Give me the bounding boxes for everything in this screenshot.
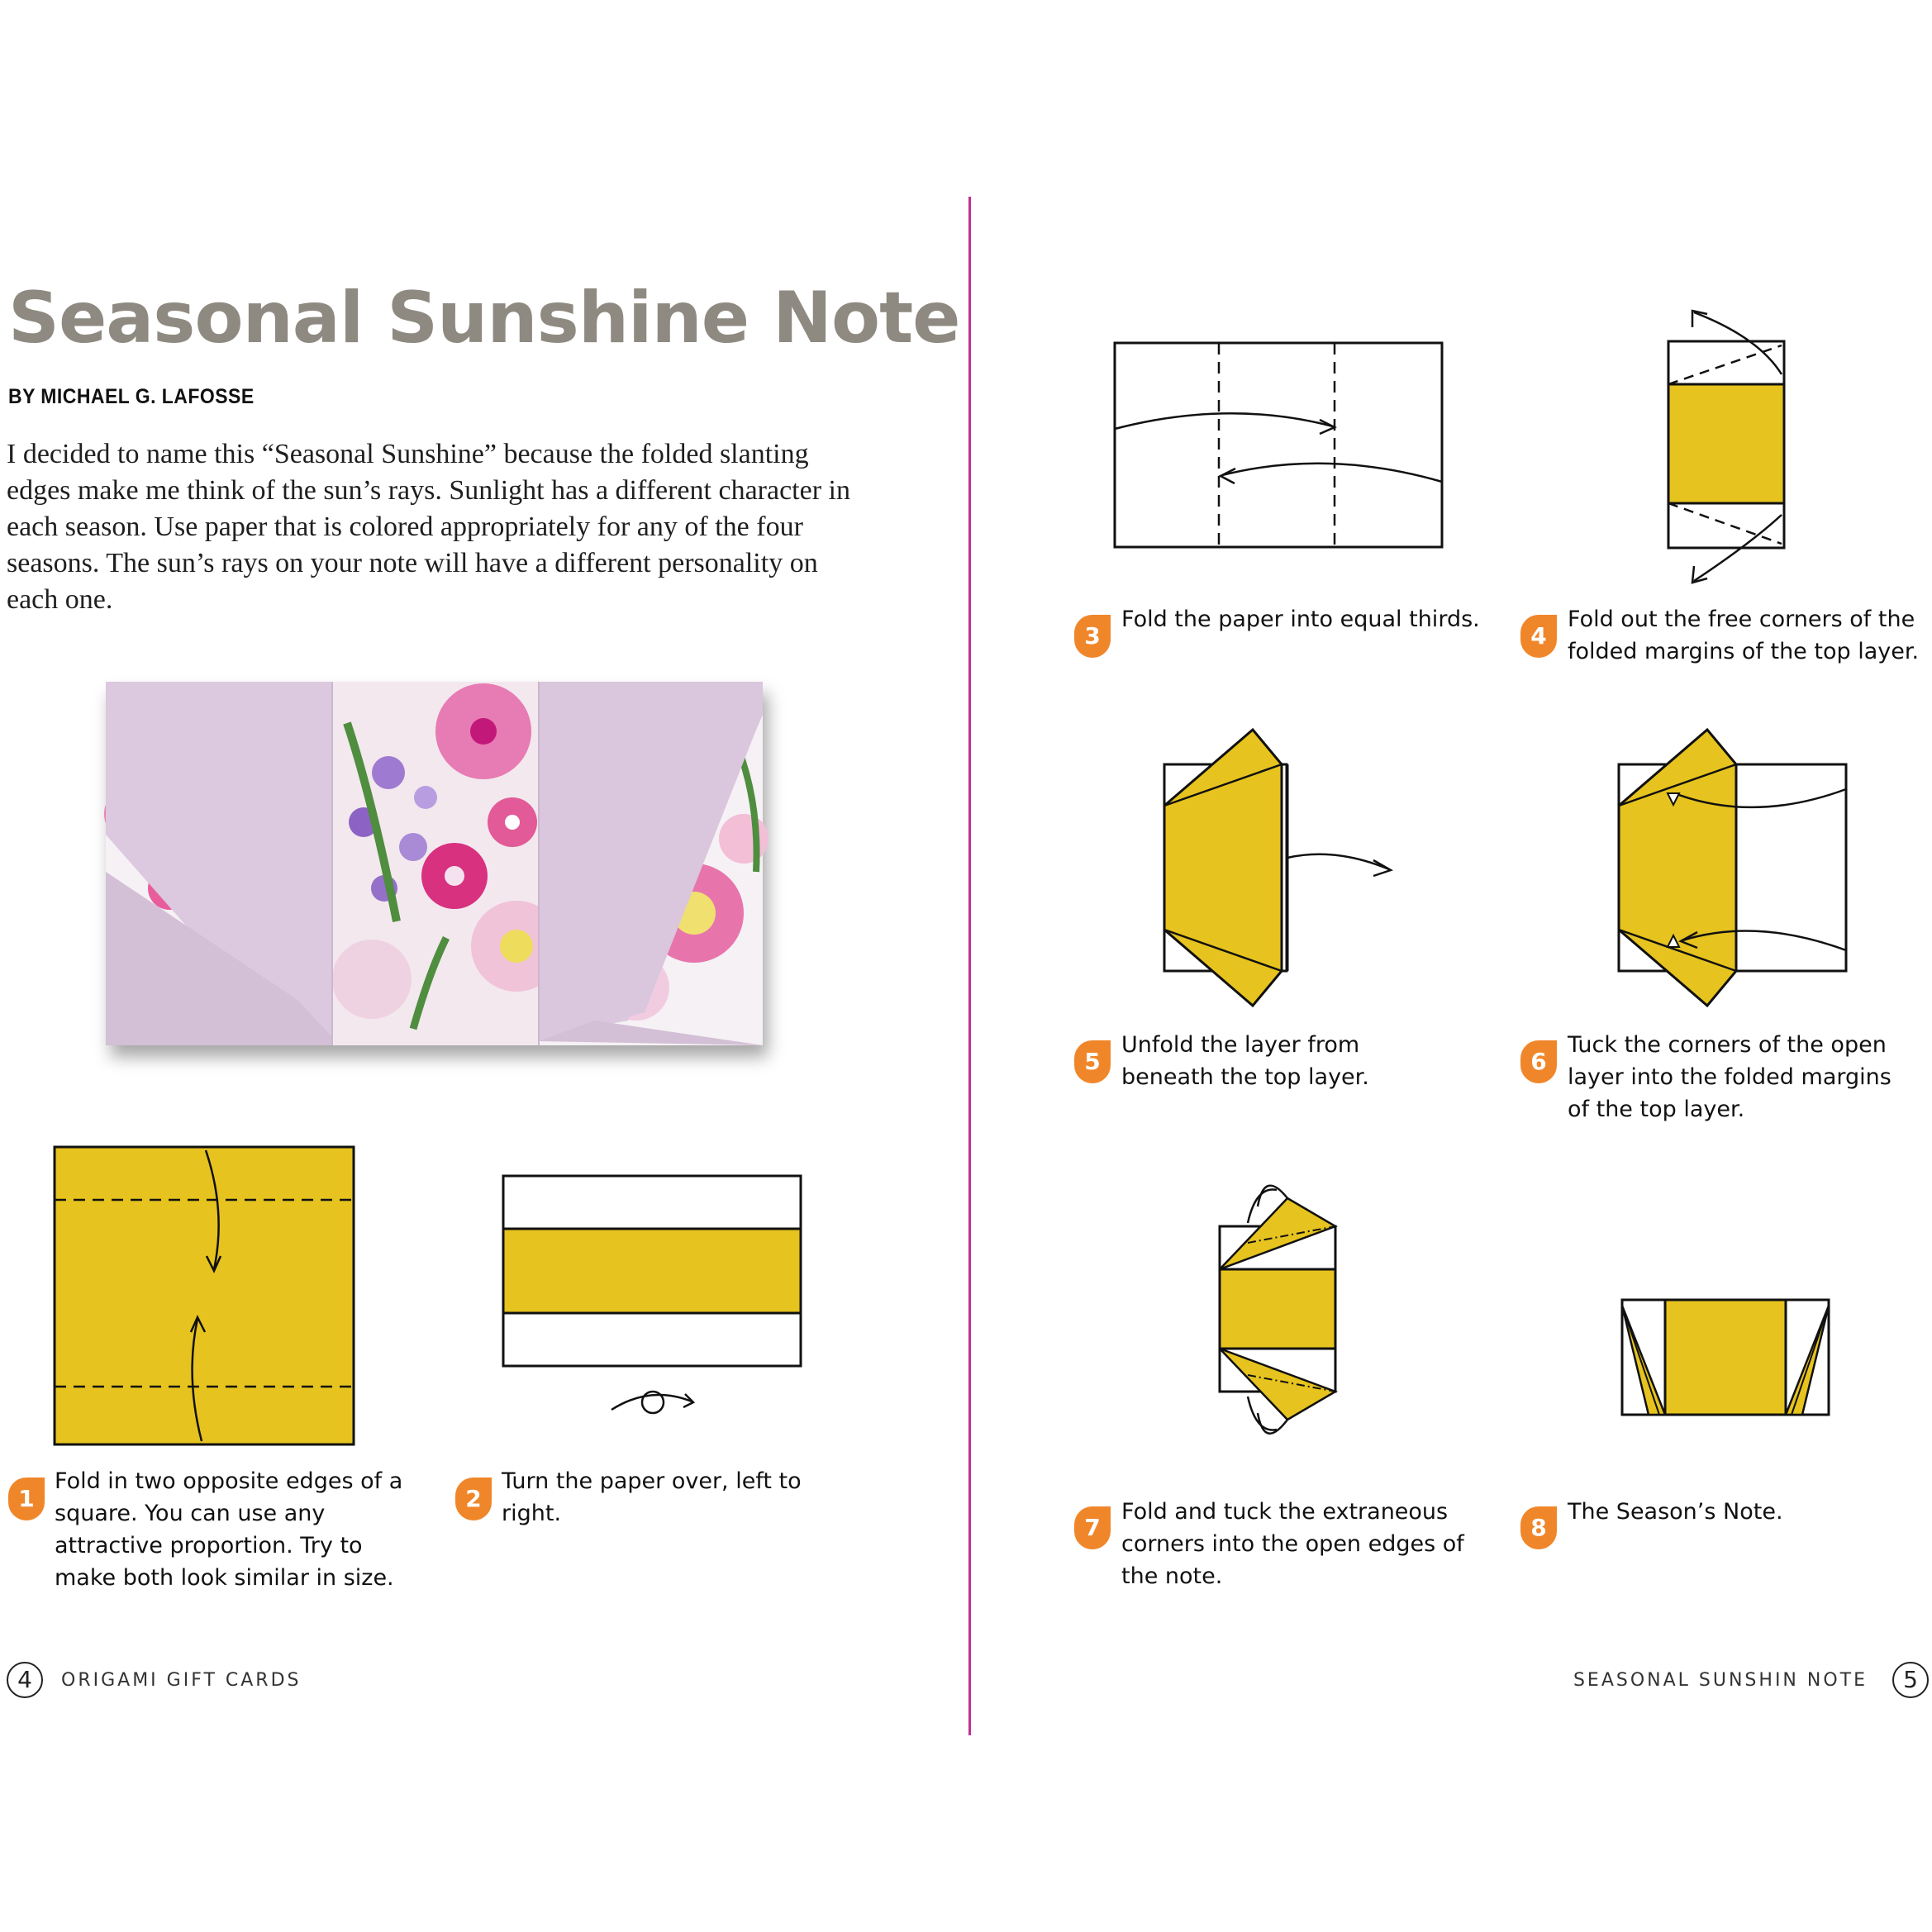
finished-note-photo xyxy=(99,673,777,1054)
step-2-diagram xyxy=(502,1174,804,1414)
step-5-badge: 5 xyxy=(1074,1040,1111,1083)
step-5-text: Unfold the layer from beneath the top layer. xyxy=(1121,1032,1369,1090)
right-footer: SEASONAL SUNSHIN NOTE xyxy=(1573,1670,1868,1691)
page-number-left: 4 xyxy=(7,1662,43,1698)
step-6-text: Tuck the corners of the open layer into the folded margins of the top layer. xyxy=(1568,1032,1892,1122)
step-4-text: Fold out the free corners of the folded margins of the top layer. xyxy=(1568,607,1920,664)
step-8-diagram xyxy=(1620,1297,1831,1418)
step-7-badge: 7 xyxy=(1074,1506,1111,1549)
step-3-text: Fold the paper into equal thirds. xyxy=(1121,607,1480,632)
step-6-diagram xyxy=(1616,727,1849,1008)
page-number-right: 5 xyxy=(1892,1662,1929,1698)
step-2-text: Turn the paper over, left to right. xyxy=(502,1468,802,1526)
step-1-diagram xyxy=(53,1145,359,1448)
left-footer: ORIGAMI GIFT CARDS xyxy=(61,1670,302,1691)
step-7-text: Fold and tuck the extraneous corners into the open edges of the note. xyxy=(1121,1499,1464,1589)
step-1-text: Fold in two opposite edges of a square. You can use any attractive proportion. Try to make both look similar in size. xyxy=(55,1468,403,1591)
page-divider xyxy=(968,197,971,1735)
author-byline: BY MICHAEL G. LAFOSSE xyxy=(8,385,255,408)
step-2-badge: 2 xyxy=(455,1478,492,1520)
page-title: Seasonal Sunshine Note xyxy=(8,277,960,359)
step-1-badge: 1 xyxy=(8,1478,45,1520)
step-4-diagram xyxy=(1659,304,1792,589)
step-6-badge: 6 xyxy=(1520,1040,1557,1083)
intro-paragraph: I decided to name this “Seasonal Sunshine” because the folded slanting edges make me think of the sun’s rays. Sunlight has a different character in each season. Use paper that is colored appropriately for any of the four seasons. The sun’s rays on your note will have a different personality on each one. xyxy=(7,439,850,615)
step-8-badge: 8 xyxy=(1520,1506,1557,1549)
step-7-diagram xyxy=(1215,1173,1347,1446)
step-8-text: The Season’s Note. xyxy=(1568,1499,1783,1525)
step-3-diagram xyxy=(1113,341,1445,550)
step-4-badge: 4 xyxy=(1520,615,1557,658)
step-3-badge: 3 xyxy=(1074,615,1111,658)
step-5-diagram xyxy=(1162,727,1401,1008)
